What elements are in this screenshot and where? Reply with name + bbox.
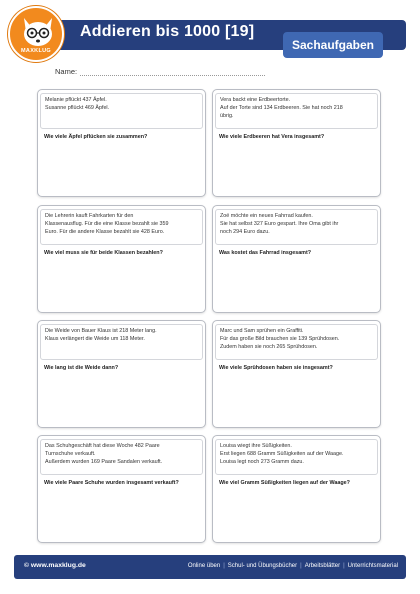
footer-site-link[interactable]: © www.maxklug.de [24,562,86,569]
name-label: Name: [55,67,78,76]
task-question: Wie viele Paare Schuhe wurden insgesamt verkauft? [44,480,179,486]
task-text-line: Außerdem wurden 169 Paare Sandalen verkauft. [45,458,163,465]
task-text-line: Louisa wiegt ihre Süßigkeiten. [220,443,292,449]
task-text-box [215,439,378,475]
task-text-line: Melanie pflückt 437 Äpfel. [45,97,107,103]
task-text-line: noch 294 Euro dazu. [220,228,270,235]
footer-separator: | [300,562,302,569]
footer-separator: | [223,562,225,569]
task-text-line: Zoë möchte ein neues Fahrrad kaufen. [220,213,313,219]
task-question: Wie viel Gramm Süßigkeiten liegen auf der Waage? [219,480,350,486]
footer-link-worksheets[interactable]: Arbeitsblätter [304,562,341,569]
task-text-line: Susanne pflückt 469 Äpfel. [45,104,110,111]
task-question: Wie viel muss sie für beide Klassen bezahlen? [44,250,163,256]
task-text-line: Vera backt eine Erdbeertorte. [220,97,291,103]
maxklug-logo [8,6,64,62]
task-card-8 [212,435,381,543]
task-text-line: Klassenausflug. Für die eine Klasse bezahlt sie 359 [45,220,169,227]
task-text-line: Klaus verlängert die Weide um 118 Meter. [45,335,145,342]
task-text-box [215,324,378,360]
task-text-box [40,93,203,129]
task-text-line: Die Lehrerin kauft Fahrkarten für den [45,213,134,219]
task-text-line: Erst liegen 688 Gramm Süßigkeiten auf der Waage. [220,450,344,457]
footer-link-books[interactable]: Schul- und Übungsbücher [227,562,298,569]
task-question: Wie viele Sprühdosen haben sie insgesamt? [219,365,333,371]
task-text-line: Auf der Torte sind 134 Erdbeeren. Sie hat noch 218 [220,104,343,111]
name-field-line [80,75,265,76]
task-card-4 [212,205,381,313]
footer-bar [14,555,406,579]
task-card-6 [212,320,381,428]
task-card-3 [37,205,206,313]
task-text-line: Louisa legt noch 273 Gramm dazu. [220,458,304,465]
task-text-line: Sie hat selbst 327 Euro gespart. Ihre Oma gibt ihr [220,220,339,227]
task-text-line: übrig. [220,112,234,119]
category-badge: Sachaufgaben [283,32,383,58]
task-text-box [40,209,203,245]
task-card-7 [37,435,206,543]
task-text-line: Turnschuhe verkauft. [45,450,96,457]
task-text-line: Zudem haben sie noch 265 Sprühdosen. [220,343,318,350]
page-title: Addieren bis 1000 [19] [80,23,255,40]
task-card-2 [212,89,381,197]
task-text-line: Für das große Bild brauchen sie 139 Sprühdosen. [220,335,340,342]
footer-link-online[interactable]: Online üben [187,562,221,569]
logo-text: MAXKLUG [21,48,51,54]
task-question: Was kostet das Fahrrad insgesamt? [219,250,312,256]
task-question: Wie viele Äpfel pflücken sie zusammen? [44,134,148,140]
task-text-line: Marc und Sam sprühen ein Graffiti. [220,328,304,334]
task-text-box [40,439,203,475]
task-text-box [215,209,378,245]
task-text-line: Die Weide von Bauer Klaus ist 218 Meter lang. [45,328,157,334]
task-text-line: Das Schuhgeschäft hat diese Woche 482 Paare [45,443,160,449]
footer-links [188,563,398,569]
task-question: Wie viele Erdbeeren hat Vera insgesamt? [219,134,325,140]
task-card-5 [37,320,206,428]
task-card-1 [37,89,206,197]
footer-link-materials[interactable]: Unterrichtsmaterial [347,562,398,569]
task-question: Wie lang ist die Weide dann? [44,365,119,371]
footer-separator: | [343,562,345,569]
task-text-box [215,93,378,129]
task-text-line: Euro. Für die andere Klasse bezahlt sie 428 Euro. [45,228,165,235]
task-text-box [40,324,203,360]
